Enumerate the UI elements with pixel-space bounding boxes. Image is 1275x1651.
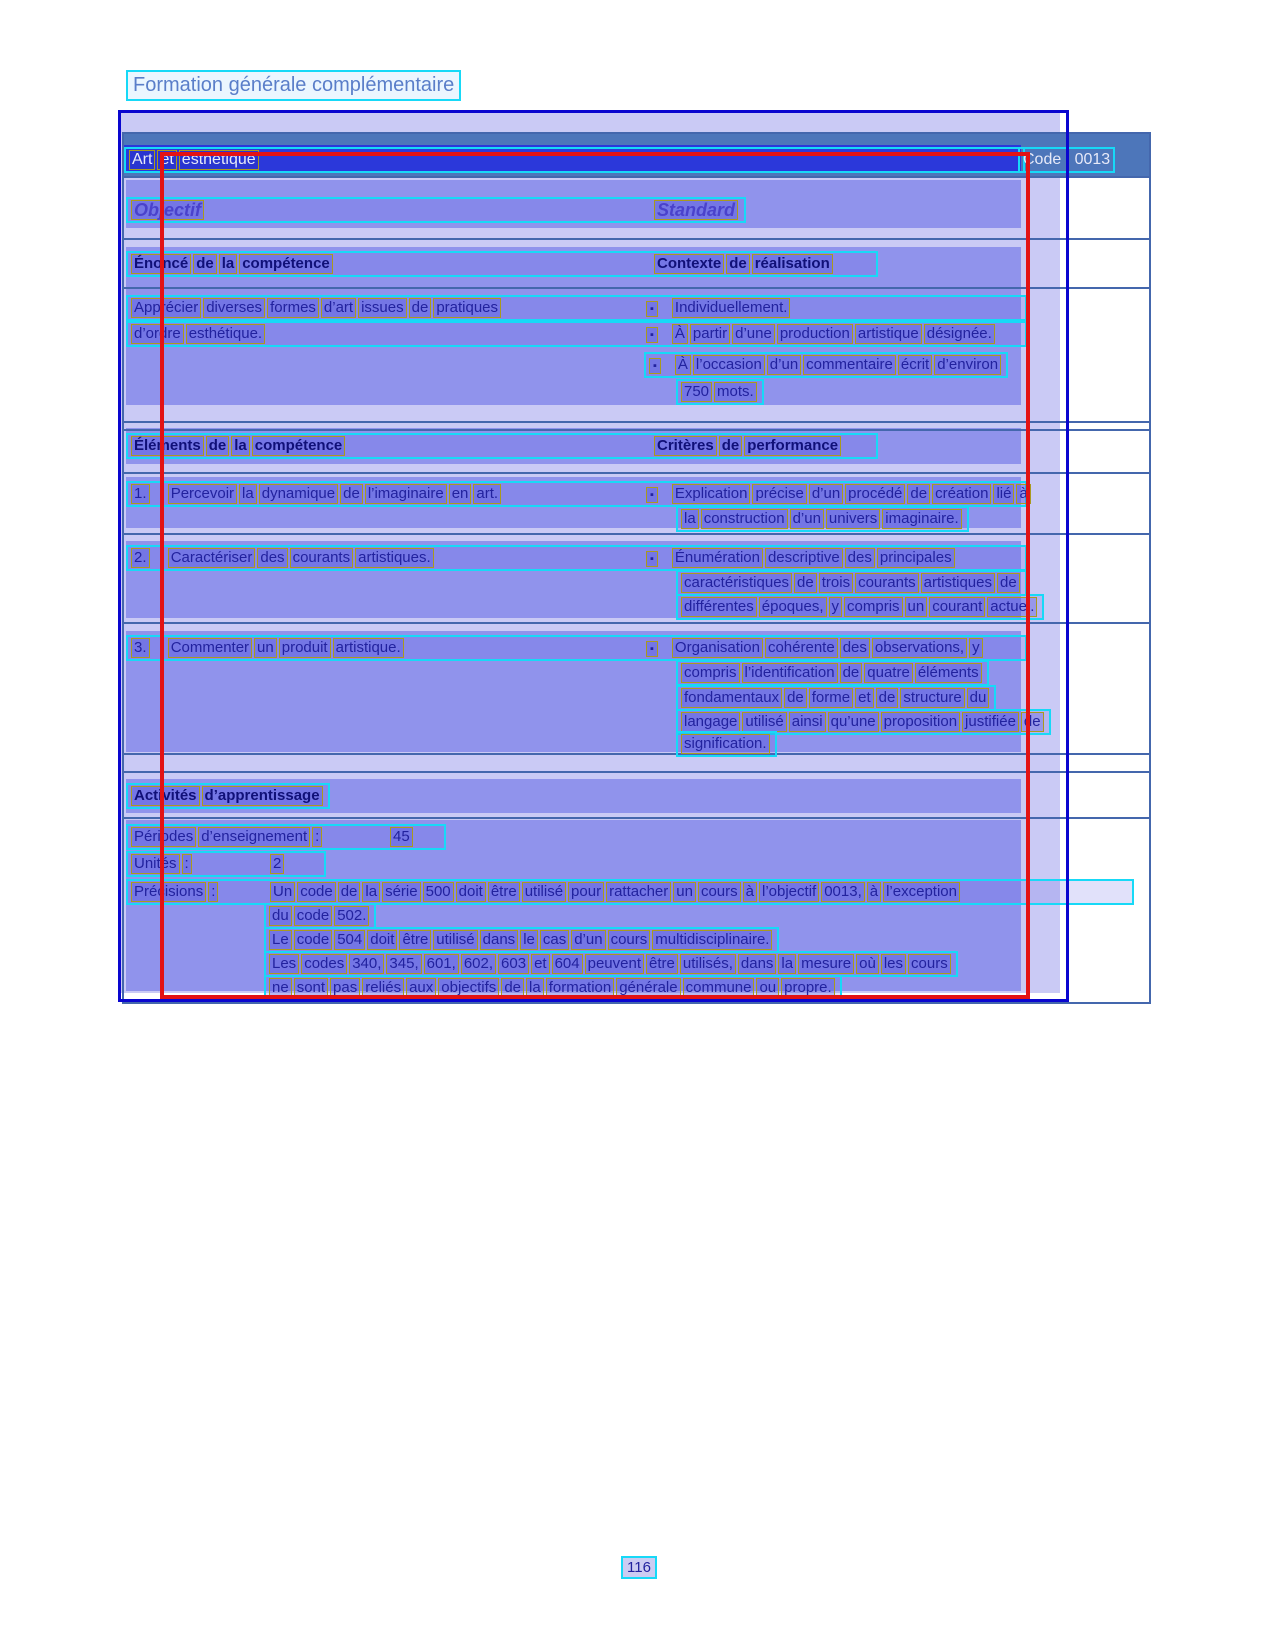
word-box: d’une <box>732 324 775 344</box>
word-box: artistique. <box>333 638 404 658</box>
word-box: éléments <box>915 663 982 683</box>
word-box: esthétique <box>179 150 259 170</box>
page-number: 116 <box>621 1556 657 1579</box>
word-box: formation <box>546 978 615 998</box>
word-box: lié <box>993 484 1014 504</box>
word-box: de <box>907 484 930 504</box>
word-box: d’un <box>790 509 824 529</box>
word-box: 3. <box>131 638 150 658</box>
word-box: mots. <box>714 382 757 402</box>
word-box: commentaire <box>803 355 896 375</box>
word-box: ainsi <box>789 712 826 732</box>
word-box: des <box>845 548 875 568</box>
word-box: Le <box>269 930 292 950</box>
word-box: quatre <box>864 663 913 683</box>
word-box: pour <box>568 882 604 902</box>
word-box: reliés <box>362 978 404 998</box>
word-box: fondamentaux <box>681 688 782 708</box>
word-box: époques, <box>759 597 827 617</box>
word-box: de <box>206 436 230 456</box>
word-box: un <box>905 597 928 617</box>
word-box: Contexte <box>654 254 724 274</box>
word-box: d’art <box>321 298 356 318</box>
word-box: sont <box>294 978 328 998</box>
word-box: courants <box>855 573 919 593</box>
word-box: Art <box>129 150 155 170</box>
word-box: de <box>338 882 361 902</box>
word-box: de <box>719 436 743 456</box>
word-box: structure <box>900 688 964 708</box>
word-box: ou <box>756 978 779 998</box>
word-box: l’identification <box>742 663 838 683</box>
word-box: la <box>231 436 250 456</box>
word-box: doit <box>367 930 397 950</box>
page-title: Formation générale complémentaire <box>126 70 461 101</box>
word-box: signification. <box>681 734 770 754</box>
word-box: Activités <box>131 786 200 806</box>
word-box: différentes <box>681 597 757 617</box>
word-box: 602, <box>461 954 496 974</box>
word-box: être <box>488 882 520 902</box>
focus-annotation-box <box>160 152 1030 999</box>
word-box: Périodes <box>131 827 196 847</box>
word-box: la <box>778 954 796 974</box>
word-box: d’un <box>767 355 801 375</box>
word-box: compris <box>681 663 740 683</box>
word-box: dans <box>738 954 777 974</box>
word-box: un <box>254 638 277 658</box>
word-box: et <box>855 688 874 708</box>
word-box: courant <box>929 597 985 617</box>
word-box: mesure <box>798 954 854 974</box>
word-box: cours <box>698 882 741 902</box>
word-box: y <box>829 597 843 617</box>
banner-code: Code : 0013 <box>1023 151 1111 168</box>
word-box: 604 <box>552 954 583 974</box>
word-box: imaginaire. <box>882 509 961 529</box>
word-box: Unités <box>131 854 180 874</box>
word-box: Percevoir <box>168 484 237 504</box>
word-box: univers <box>826 509 880 529</box>
word-box: dans <box>480 930 519 950</box>
word-box: utilisé <box>433 930 477 950</box>
word-box: diverses <box>203 298 265 318</box>
word-box: Apprécier <box>131 298 201 318</box>
word-box: code <box>297 882 336 902</box>
word-box: 603 <box>498 954 529 974</box>
word-box: partir <box>690 324 730 344</box>
word-box: la <box>681 509 699 529</box>
word-box: À <box>672 324 688 344</box>
word-box: rattacher <box>606 882 671 902</box>
word-box: écrit <box>898 355 932 375</box>
word-box: descriptive <box>765 548 843 568</box>
word-box: de <box>1021 712 1044 732</box>
word-box: utilisés, <box>680 954 736 974</box>
word-box: la <box>239 484 257 504</box>
word-box: 504 <box>334 930 365 950</box>
word-box: proposition <box>881 712 960 732</box>
word-box: Éléments <box>131 436 204 456</box>
word-box: : <box>208 882 218 902</box>
word-box: courants <box>290 548 354 568</box>
word-box: pratiques <box>433 298 501 318</box>
word-box: artistiques <box>921 573 995 593</box>
word-box: compétence <box>239 254 333 274</box>
word-box: la <box>526 978 544 998</box>
word-box: principales <box>877 548 955 568</box>
word-box: à <box>743 882 757 902</box>
word-box: qu’une <box>828 712 879 732</box>
word-box: cours <box>608 930 651 950</box>
word-box: la <box>362 882 380 902</box>
word-box: dynamique <box>259 484 338 504</box>
word-box: construction <box>701 509 788 529</box>
word-box: 500 <box>423 882 454 902</box>
word-box: compétence <box>252 436 346 456</box>
word-box: précise <box>752 484 806 504</box>
word-box: Un <box>270 882 295 902</box>
word-box: langage <box>681 712 740 732</box>
word-box: pas <box>330 978 360 998</box>
word-box: d’un <box>571 930 605 950</box>
word-box: d’enseignement <box>198 827 310 847</box>
word-box: objectifs <box>438 978 499 998</box>
word-box: de <box>409 298 432 318</box>
word-box: 2 <box>270 854 284 874</box>
word-box: générale <box>616 978 680 998</box>
word-box: de <box>726 254 750 274</box>
word-box: codes <box>301 954 347 974</box>
word-box: issues <box>358 298 407 318</box>
word-box: cohérente <box>765 638 838 658</box>
word-box: produit <box>279 638 331 658</box>
word-box: l’objectif <box>759 882 819 902</box>
word-box: utilisé <box>522 882 566 902</box>
word-box: Commenter <box>168 638 252 658</box>
word-box: multidisciplinaire. <box>652 930 772 950</box>
word-box: d’environ <box>934 355 1001 375</box>
word-box: d’un <box>809 484 843 504</box>
word-box: où <box>856 954 879 974</box>
word-box: Objectif <box>131 200 204 220</box>
word-box: artistique <box>855 324 922 344</box>
word-box: réalisation <box>752 254 833 274</box>
word-box: le <box>520 930 538 950</box>
word-box: et <box>157 150 176 170</box>
word-box: à <box>1016 484 1030 504</box>
word-box: 45 <box>390 827 413 847</box>
word-box: 750 <box>681 382 712 402</box>
word-box: : <box>312 827 322 847</box>
word-box: être <box>646 954 678 974</box>
word-box: des <box>840 638 870 658</box>
word-box: série <box>382 882 421 902</box>
word-box: l’exception <box>883 882 960 902</box>
word-box: l’imaginaire <box>365 484 447 504</box>
word-box: l’occasion <box>693 355 765 375</box>
word-box: observations, <box>872 638 967 658</box>
word-box: 0013, <box>821 882 865 902</box>
word-box: commune <box>683 978 755 998</box>
word-box: création <box>932 484 991 504</box>
word-box: forme <box>809 688 853 708</box>
word-box: trois <box>819 573 853 593</box>
word-box: de <box>794 573 817 593</box>
word-box: Énumération <box>672 548 763 568</box>
word-box: d’ordre <box>131 324 184 344</box>
word-box: de <box>193 254 217 274</box>
word-box: utilisé <box>742 712 786 732</box>
word-box: peuvent <box>585 954 644 974</box>
word-box: caractéristiques <box>681 573 792 593</box>
word-box: de <box>876 688 899 708</box>
word-box: : <box>182 854 192 874</box>
word-box: à <box>867 882 881 902</box>
word-box: doit <box>456 882 486 902</box>
word-box: code <box>294 930 333 950</box>
word-box: Énoncé <box>131 254 191 274</box>
word-box: performance <box>744 436 841 456</box>
word-box: compris <box>844 597 903 617</box>
word-box: en <box>449 484 472 504</box>
word-box: la <box>219 254 238 274</box>
word-box: formes <box>267 298 319 318</box>
word-box: de <box>784 688 807 708</box>
word-box: ne <box>269 978 292 998</box>
word-box: Critères <box>654 436 717 456</box>
word-box: cours <box>908 954 951 974</box>
word-box: justifiée <box>962 712 1019 732</box>
word-box: production <box>777 324 853 344</box>
word-box: du <box>967 688 990 708</box>
word-box: des <box>257 548 287 568</box>
word-box: Explication <box>672 484 751 504</box>
word-box: de <box>501 978 524 998</box>
word-box: Standard <box>654 200 738 220</box>
word-box: 502. <box>334 906 369 926</box>
word-box: y <box>969 638 983 658</box>
word-box: Individuellement. <box>672 298 791 318</box>
word-box: propre. <box>781 978 835 998</box>
word-box: 1. <box>131 484 150 504</box>
word-box: un <box>673 882 696 902</box>
word-box: et <box>531 954 550 974</box>
word-box: À <box>675 355 691 375</box>
word-box: art. <box>473 484 501 504</box>
word-box: être <box>399 930 431 950</box>
word-box: de <box>840 663 863 683</box>
word-box: 601, <box>424 954 459 974</box>
word-box: 340, <box>349 954 384 974</box>
word-box: aux <box>406 978 436 998</box>
word-box: esthétique. <box>186 324 265 344</box>
word-box: 2. <box>131 548 150 568</box>
word-box: cas <box>540 930 569 950</box>
word-box: procédé <box>845 484 905 504</box>
word-box: du <box>269 906 292 926</box>
word-box: de <box>340 484 363 504</box>
word-box: les <box>881 954 906 974</box>
word-box: 345, <box>386 954 421 974</box>
word-box: code <box>294 906 333 926</box>
word-box: artistiques. <box>355 548 434 568</box>
word-box: Précisions <box>131 882 206 902</box>
word-box: d’apprentissage <box>202 786 323 806</box>
word-box: désignée. <box>924 324 995 344</box>
word-box: Organisation <box>672 638 763 658</box>
word-box: Caractériser <box>168 548 256 568</box>
word-box: Les <box>269 954 299 974</box>
word-box: de <box>997 573 1020 593</box>
word-box: actuel. <box>987 597 1037 617</box>
